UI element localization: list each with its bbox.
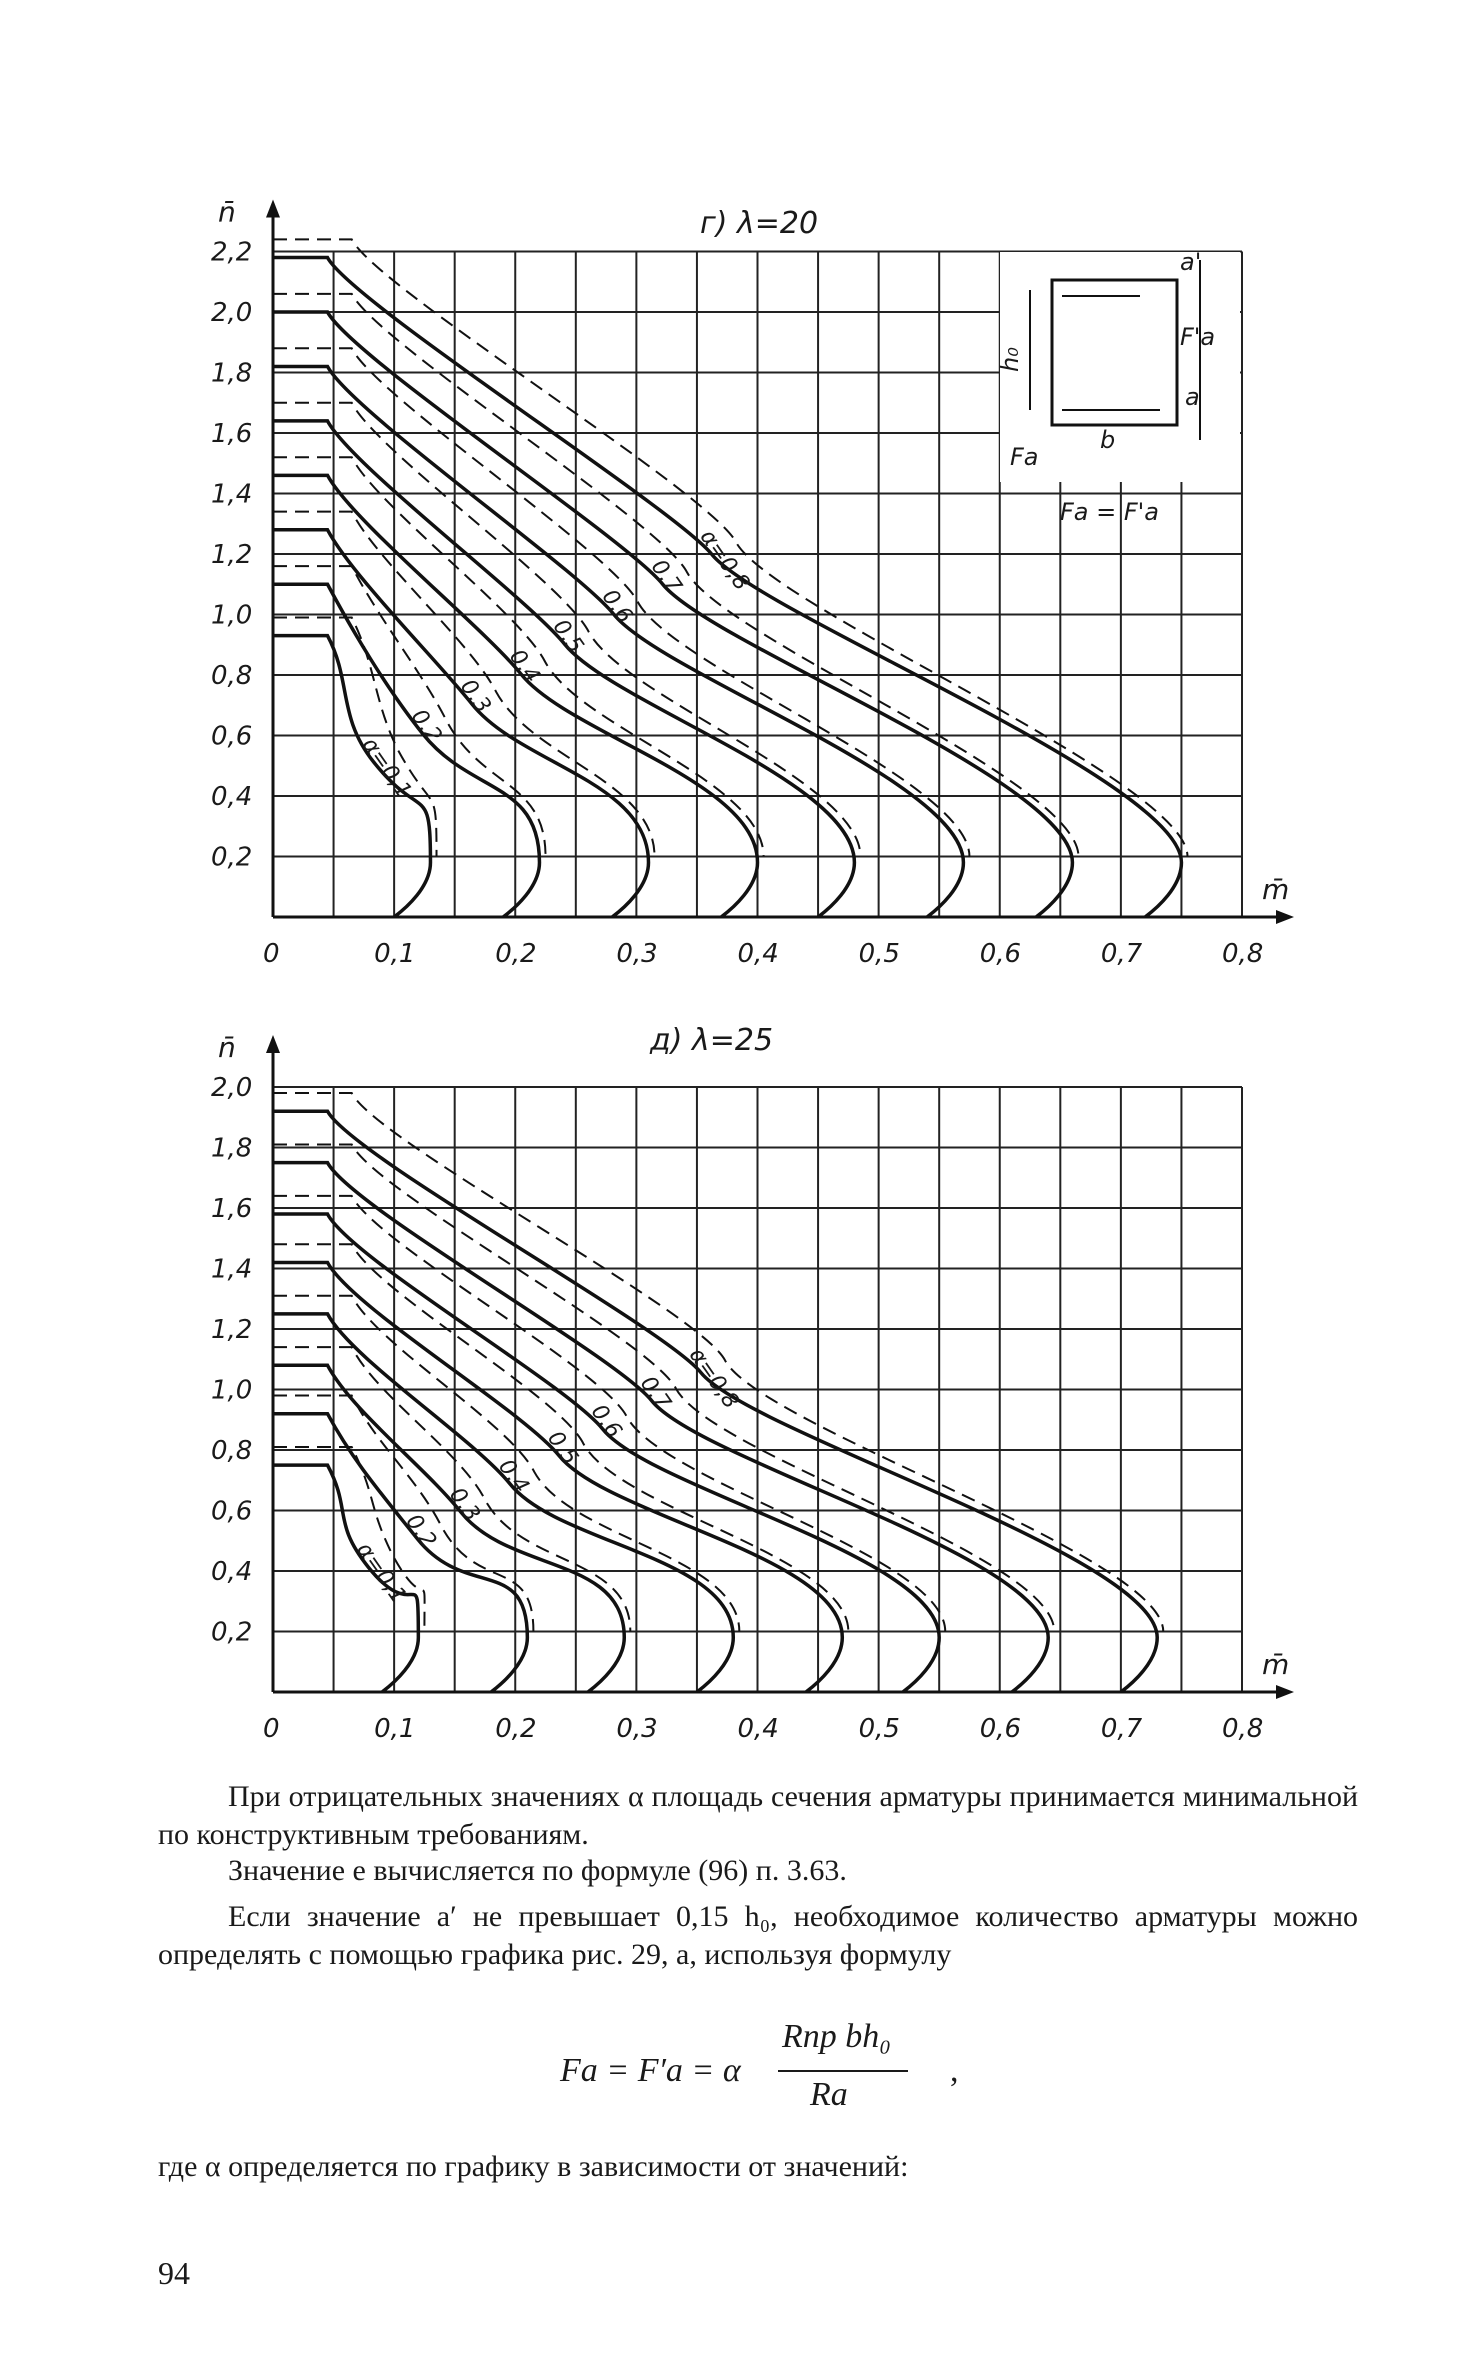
y-tick-label: 1,8 bbox=[211, 1133, 253, 1164]
x-tick-label: 0,3 bbox=[616, 1714, 658, 1744]
paragraph-e-formula: Значение e вычисляется по формуле (96) п. 3.63. bbox=[228, 1854, 847, 1887]
x-tick-label: 0,8 bbox=[1222, 1714, 1264, 1744]
y-tick-label: 0,8 bbox=[211, 661, 253, 691]
x-tick-label: 0,5 bbox=[858, 1714, 900, 1744]
paragraph-negative-alpha: При отрицательных значениях α площадь сечения арматуры принимается минимальной по конструктивным требованиям. bbox=[158, 1780, 1358, 1851]
x-tick-label: 0,2 bbox=[495, 1714, 537, 1744]
inset-label-b: b bbox=[1100, 426, 1116, 454]
curve-label: 0,6 bbox=[585, 1400, 627, 1444]
y-tick-label: 1,4 bbox=[211, 1254, 253, 1285]
x-tick-label: 0,7 bbox=[1100, 1714, 1143, 1744]
y-tick-label: 1,6 bbox=[211, 1194, 253, 1224]
y-tick-label: 1,2 bbox=[211, 1315, 253, 1345]
x-tick-label: 0,1 bbox=[374, 1714, 416, 1744]
y-tick-label: 0,4 bbox=[211, 782, 253, 812]
formula-comma: , bbox=[950, 2052, 959, 2089]
y-tick-label: 0,4 bbox=[211, 1557, 253, 1587]
y-tick-label: 1,0 bbox=[211, 1375, 253, 1406]
x-tick-label: 0,2 bbox=[495, 939, 537, 969]
formula-reinforcement-area bbox=[560, 2018, 980, 2128]
y-tick-label: 0,8 bbox=[211, 1436, 253, 1466]
curve-label: 0,6 bbox=[596, 585, 638, 629]
paragraph-reinforcement: Если значение a′ не превышает 0,15 h₀, необходимое количество арматуры можно определять с помощью графика рис. 29, a, используя формулу bbox=[158, 1900, 1358, 1971]
curve-label: 0,5 bbox=[547, 615, 589, 659]
curve-label: 0,7 bbox=[645, 555, 687, 599]
inset-label-a: a bbox=[1185, 383, 1200, 411]
x-axis-label: m̄ bbox=[1262, 873, 1290, 906]
formula-fraction-bar bbox=[778, 2070, 908, 2072]
y-tick-label: 1,4 bbox=[211, 479, 253, 510]
curve-label: 0,4 bbox=[503, 645, 545, 689]
inset-label-h0: h₀ bbox=[996, 347, 1024, 372]
curve-label: 0,5 bbox=[542, 1426, 583, 1470]
inset-label-fa-prime: F'a bbox=[1180, 323, 1216, 351]
curve-label: α=0,1 bbox=[351, 1538, 411, 1609]
x-tick-label: 0,7 bbox=[1100, 939, 1143, 969]
curve-label: 0,4 bbox=[493, 1454, 534, 1498]
x-axis-label: m̄ bbox=[1262, 1648, 1290, 1681]
curve-label: 0,2 bbox=[400, 1509, 441, 1553]
x-tick-label: 0 bbox=[263, 1714, 280, 1744]
x-tick-label: 0,4 bbox=[737, 1714, 779, 1744]
y-axis-label: n̄ bbox=[218, 195, 236, 229]
x-tick-label: 0,6 bbox=[979, 1714, 1022, 1744]
paragraph-alpha-graph: где α определяется по графику в зависимости от значений: bbox=[158, 2150, 909, 2183]
x-tick-label: 0,8 bbox=[1222, 939, 1264, 969]
inset-label-fa: Fa bbox=[1010, 443, 1039, 471]
formula-numerator: Rпр bh₀ bbox=[782, 2018, 892, 2055]
curve-label: 0,7 bbox=[634, 1371, 676, 1415]
y-tick-label: 2,0 bbox=[211, 1073, 253, 1103]
y-tick-label: 1,6 bbox=[211, 419, 253, 449]
curve-label: 0,3 bbox=[454, 674, 496, 719]
y-axis-label: n̄ bbox=[218, 1031, 236, 1064]
curve-label: α=0,8 bbox=[694, 525, 755, 596]
y-axis-arrow bbox=[266, 1035, 280, 1053]
curve-label: α=0,1 bbox=[356, 733, 417, 804]
y-tick-label: 1,2 bbox=[211, 540, 253, 570]
x-tick-label: 0,6 bbox=[979, 939, 1022, 969]
inset-equation: Fa = F'a bbox=[1060, 498, 1159, 526]
inset-label-a-prime: a' bbox=[1180, 248, 1202, 276]
y-tick-label: 0,2 bbox=[211, 842, 253, 873]
x-axis-arrow bbox=[1276, 1685, 1294, 1699]
y-tick-label: 1,0 bbox=[211, 600, 253, 631]
chart-title: г) λ=20 bbox=[700, 206, 819, 241]
x-tick-label: 0,4 bbox=[737, 939, 779, 969]
y-tick-label: 2,2 bbox=[211, 237, 253, 268]
formula-denominator: Rа bbox=[810, 2076, 848, 2113]
curve-label: 0,2 bbox=[405, 704, 447, 748]
x-tick-label: 0,3 bbox=[616, 939, 658, 969]
formula-lhs: Fa = F′a = α bbox=[560, 2052, 741, 2089]
curve-solid bbox=[273, 1414, 527, 1692]
x-tick-label: 0,1 bbox=[374, 939, 416, 969]
y-tick-label: 2,0 bbox=[211, 298, 253, 328]
curve-label: 0,3 bbox=[444, 1483, 485, 1527]
curve-label: α=0,8 bbox=[683, 1343, 744, 1414]
page-number: 94 bbox=[158, 2255, 190, 2291]
y-tick-label: 0,6 bbox=[211, 721, 253, 752]
y-tick-label: 0,6 bbox=[211, 1496, 253, 1527]
x-tick-label: 0 bbox=[263, 939, 280, 969]
y-tick-label: 0,2 bbox=[211, 1617, 253, 1648]
chart-title: д) λ=25 bbox=[650, 1023, 774, 1058]
y-tick-label: 1,8 bbox=[211, 358, 253, 389]
x-tick-label: 0,5 bbox=[858, 939, 900, 969]
